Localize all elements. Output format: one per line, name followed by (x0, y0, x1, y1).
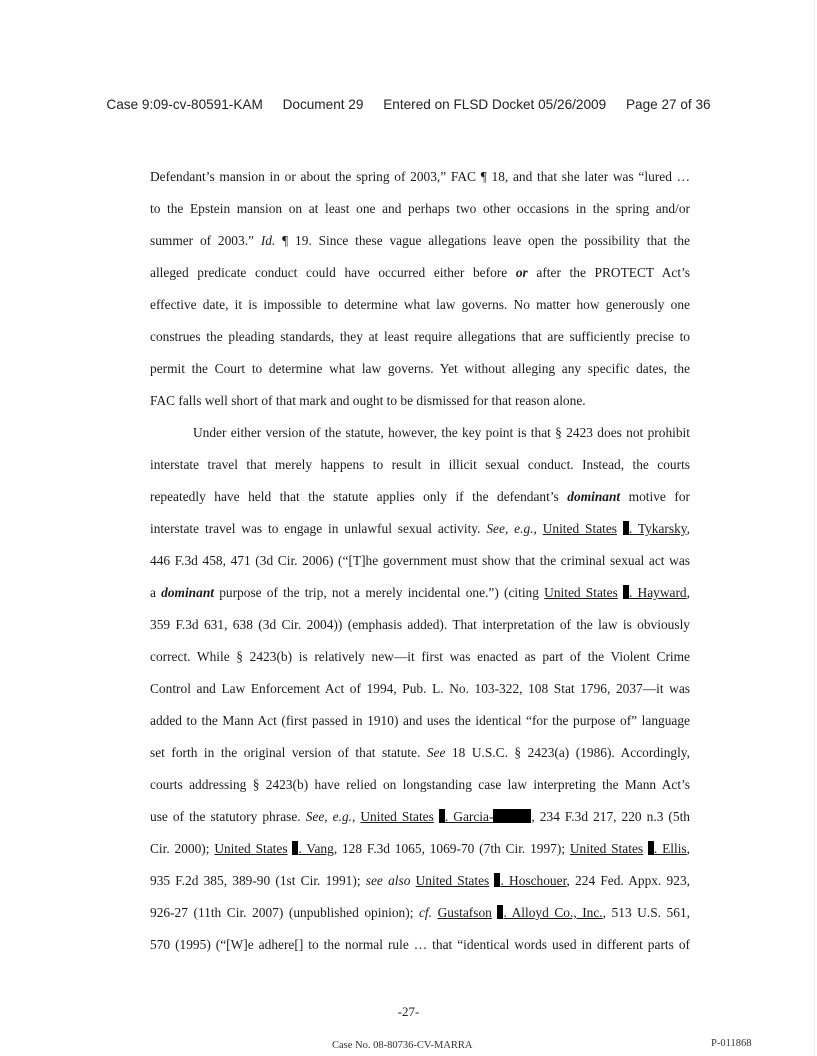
italic-text: Id. (260, 233, 276, 248)
text-run: FAC falls well short of that mark and ought to be dismissed for that reason alone. (150, 393, 586, 408)
header-case-number: Case 9:09-cv-80591-KAM (106, 97, 263, 112)
case-citation: . Garcia- (444, 809, 494, 824)
text-line (150, 680, 690, 712)
case-citation: . Hoschouer (500, 873, 567, 888)
text-run: courts addressing § 2423(b) have relied on longstanding case law interpreting the Mann Act’s (150, 777, 690, 792)
text-line (150, 584, 690, 616)
text-run: ¶ 19. Since these vague allegations leave open the possibility that the (275, 233, 690, 248)
text-run: use of the statutory phrase. (150, 809, 306, 824)
text-line (150, 872, 690, 904)
text-line (150, 552, 690, 584)
footer-case-number: Case No. 08-80736-CV-MARRA (332, 1040, 473, 1051)
text-line (150, 808, 690, 840)
case-citation: United States (415, 873, 490, 888)
header-page: Page 27 of 36 (625, 97, 711, 112)
text-line (150, 360, 690, 392)
case-citation: United States (569, 841, 644, 856)
brief-body-text (150, 168, 690, 968)
text-run: repeatedly have held that the statute applies only if the defendant’s (150, 489, 568, 504)
text-run: effective date, it is impossible to determine what law governs. No matter how generously one (150, 297, 690, 312)
italic-text: See, e.g. (486, 521, 534, 536)
text-run: to the Epstein mansion on at least one and perhaps two other occasions in the spring and/or (150, 201, 690, 216)
text-run: , 224 Fed. Appx. 923, (566, 873, 690, 888)
text-line (150, 520, 690, 552)
text-run: , (686, 585, 690, 600)
text-run: interstate travel that merely happens to result in illicit sexual conduct. Instead, the courts (150, 457, 690, 472)
text-run: , (533, 521, 543, 536)
text-run: alleged predicate conduct could have occurred either before (150, 265, 516, 280)
redaction-block (493, 809, 531, 823)
text-line (150, 456, 690, 488)
case-citation: . Hayward (629, 585, 687, 600)
case-citation: United States (542, 521, 618, 536)
text-run: Control and Law Enforcement Act of 1994, Pub. L. No. 103-322, 108 Stat 1796, 2037—it was (150, 681, 690, 696)
text-run: , (686, 521, 690, 536)
text-run: , 234 F.3d 217, 220 n.3 (5th (531, 809, 690, 824)
text-run: , (686, 841, 690, 856)
case-citation: . Alloyd Co., Inc. (503, 905, 603, 920)
text-line (150, 776, 690, 808)
text-run: , 128 F.3d 1065, 1069-70 (7th Cir. 1997); (333, 841, 570, 856)
text-line (150, 648, 690, 680)
text-run: 926-27 (11th Cir. 2007) (unpublished opinion); (150, 905, 419, 920)
text-line (150, 328, 690, 360)
italic-text: See, e.g. (305, 809, 352, 824)
text-run: permit the Court to determine what law governs. Yet without alleging any specific dates, the (150, 361, 690, 376)
text-line (150, 904, 690, 936)
text-run: correct. While § 2423(b) is relatively new—it first was enacted as part of the Violent Crime (150, 649, 690, 664)
header-entered: Entered on FLSD Docket 05/26/2009 (383, 97, 607, 112)
bold-italic-emphasis: dominant (161, 585, 214, 600)
footer-bates-number: P-011868 (711, 1038, 752, 1049)
text-run: , (351, 809, 361, 824)
text-run: Defendant’s mansion in or about the spring of 2003,” FAC ¶ 18, and that she later was “lured … (150, 169, 690, 184)
text-line (150, 616, 690, 648)
case-citation: . Ellis (653, 841, 687, 856)
docket-header (0, 97, 817, 112)
text-run: 359 F.3d 631, 638 (3d Cir. 2004)) (emphasis added). That interpretation of the law is obviously (150, 617, 690, 632)
text-line (150, 744, 690, 776)
bold-italic-emphasis: dominant (567, 489, 621, 504)
text-run: purpose of the trip, not a merely incidental one.”) (citing (214, 585, 545, 600)
text-line (150, 424, 690, 456)
text-line (150, 168, 690, 200)
case-citation: United States (544, 585, 618, 600)
case-citation: United States (360, 809, 434, 824)
text-run: 18 U.S.C. § 2423(a) (1986). Accordingly, (445, 745, 690, 760)
header-document: Document 29 (282, 97, 364, 112)
case-citation: United States (214, 841, 288, 856)
case-citation: . Vang (298, 841, 334, 856)
text-line (150, 488, 690, 520)
case-citation: . Tykarsky (628, 521, 687, 536)
page-number: -27- (397, 1004, 420, 1019)
bold-italic-emphasis: or (515, 265, 528, 280)
scan-edge (814, 0, 815, 1056)
text-line (150, 200, 690, 232)
italic-text: cf. (418, 905, 432, 920)
text-run: motive for (620, 489, 691, 504)
text-run: added to the Mann Act (first passed in 1910) and uses the identical “for the purpose of” language (150, 713, 690, 728)
text-line (150, 232, 690, 264)
text-line (150, 712, 690, 744)
text-run: construes the pleading standards, they at least require allegations that are sufficiently precise to (150, 329, 690, 344)
italic-text: See (426, 745, 446, 760)
text-run: interstate travel was to engage in unlawful sexual activity. (150, 521, 487, 536)
case-citation: Gustafson (437, 905, 492, 920)
text-run: 935 F.2d 385, 389-90 (1st Cir. 1991); (150, 873, 366, 888)
text-run: Under either version of the statute, however, the key point is that § 2423 does not prohibit (193, 425, 690, 440)
text-run: after the PROTECT Act’s (527, 265, 690, 280)
text-run: 446 F.3d 458, 471 (3d Cir. 2006) (“[T]he government must show that the criminal sexual act was (150, 553, 690, 568)
text-line (150, 936, 690, 968)
text-run: Cir. 2000); (150, 841, 215, 856)
text-line (150, 264, 690, 296)
text-line (150, 296, 690, 328)
text-run: , 513 U.S. 561, (602, 905, 690, 920)
text-run: a (150, 585, 162, 600)
text-run: summer of 2003.” (150, 233, 261, 248)
text-run: 570 (1995) (“[W]e adhere[] to the normal rule … that “identical words used in different parts of (150, 937, 690, 952)
italic-text: see also (365, 873, 411, 888)
text-line (150, 392, 690, 424)
text-run: set forth in the original version of that statute. (150, 745, 427, 760)
text-line (150, 840, 690, 872)
